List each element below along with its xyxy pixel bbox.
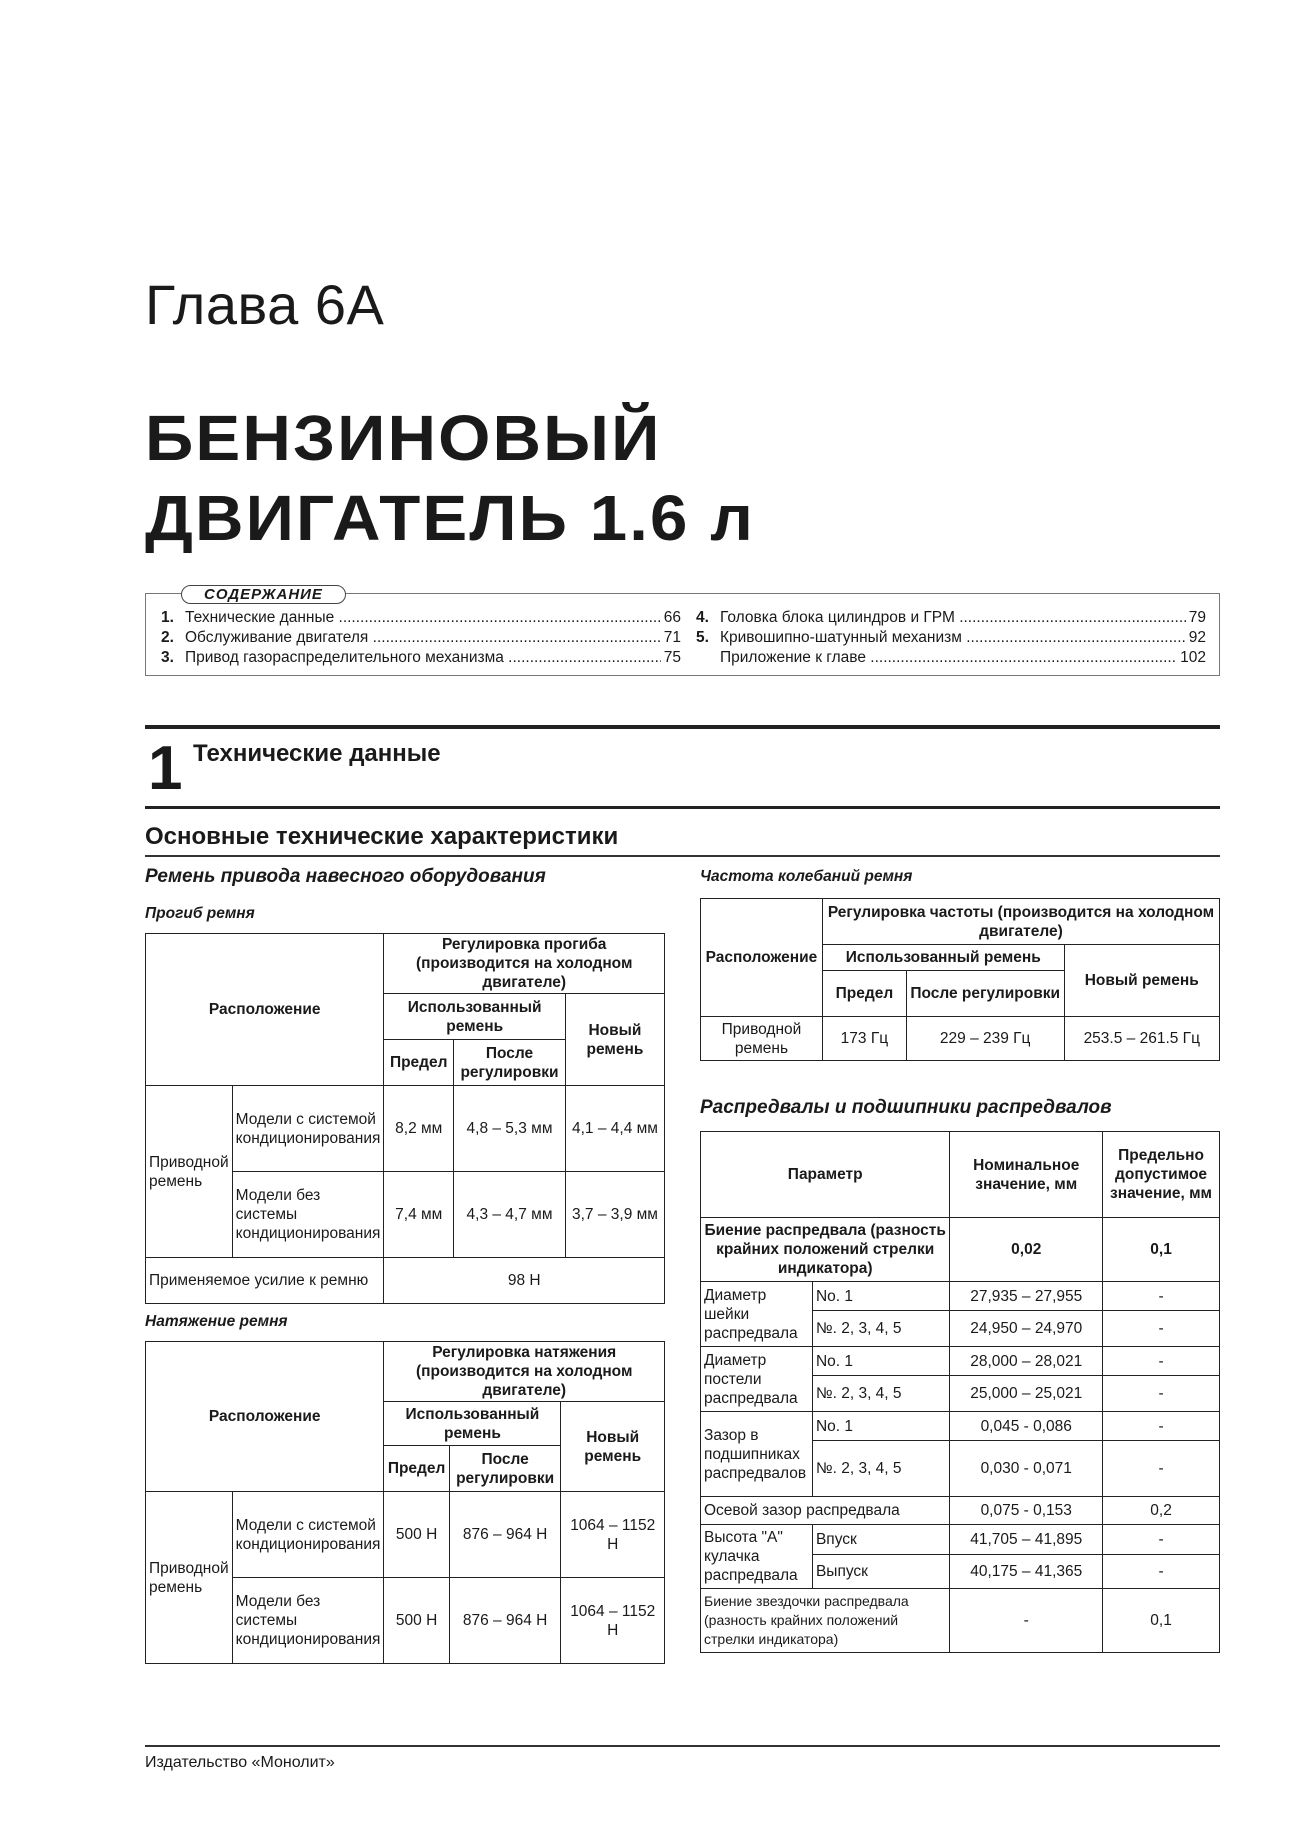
table-header-cell: После регулировки (449, 1446, 561, 1492)
table-cell: 0,1 (1103, 1589, 1220, 1653)
table-cell: Биение распредвала (разность крайних положений стрелки индикатора) (701, 1218, 950, 1282)
table-cell: 0,02 (950, 1218, 1103, 1282)
table-cell: - (1103, 1555, 1220, 1589)
toc-page: 71 (663, 629, 681, 646)
toc-page: 102 (1180, 649, 1206, 666)
page-title: БЕНЗИНОВЫЙ ДВИГАТЕЛЬ 1.6 л (145, 402, 756, 554)
toc-text: Технические данные ..... (185, 608, 661, 628)
table-cell: Модели без системы кондиционирования (232, 1578, 384, 1664)
toc-num (696, 648, 720, 668)
table-cell: Приводной ремень (146, 1086, 233, 1258)
toc-text: Привод газораспределительного механизма ..... (185, 648, 661, 668)
table-cell: 25,000 – 25,021 (950, 1376, 1103, 1412)
table-row (701, 1412, 1220, 1441)
table-cell: 7,4 мм (384, 1172, 454, 1258)
table-header-cell: Предел (822, 971, 906, 1017)
section-rule (145, 725, 1220, 729)
table-cell: 500 Н (384, 1578, 449, 1664)
table-cell: Зазор в подшипниках распредвалов (701, 1412, 813, 1497)
table-cell: №. 2, 3, 4, 5 (812, 1376, 949, 1412)
table-cell: - (1103, 1282, 1220, 1311)
toc-num: 2. (161, 629, 174, 646)
toc-item[interactable] (161, 608, 681, 628)
table-cell: 24,950 – 24,970 (950, 1311, 1103, 1347)
table-cell: - (950, 1589, 1103, 1653)
toc-text: Приложение к главе ..... (720, 648, 1177, 668)
table-cell: 27,935 – 27,955 (950, 1282, 1103, 1311)
toc-label: СОДЕРЖАНИЕ (181, 585, 346, 604)
table-cell: 229 – 239 Гц (906, 1017, 1064, 1061)
toc-right-column (696, 608, 1206, 668)
table-row (146, 1492, 665, 1578)
table-cell: 500 Н (384, 1492, 449, 1578)
table-cell: 1064 – 1152 Н (561, 1578, 665, 1664)
table-cell: 4,1 – 4,4 мм (565, 1086, 664, 1172)
table-cell: 28,000 – 28,021 (950, 1347, 1103, 1376)
table-cell: Осевой зазор распредвала (701, 1497, 950, 1525)
table-row (701, 1525, 1220, 1555)
table-header-cell: Использованный ремень (384, 1402, 561, 1446)
table-cell: 1064 – 1152 Н (561, 1492, 665, 1578)
toc-page: 79 (1188, 609, 1206, 626)
table-cell: - (1103, 1441, 1220, 1497)
table-cell: Диаметр постели распредвала (701, 1347, 813, 1412)
toc-item[interactable] (161, 628, 681, 648)
table-row (701, 1282, 1220, 1311)
table-cell: 3,7 – 3,9 мм (565, 1172, 664, 1258)
table-cell: 41,705 – 41,895 (950, 1525, 1103, 1555)
section-rule-bottom (145, 806, 1220, 809)
table-header-cell: Использованный ремень (384, 994, 566, 1040)
table-row (701, 1589, 1220, 1653)
table-row (701, 1497, 1220, 1525)
table-header-cell: Расположение (146, 934, 384, 1086)
table-cell: Диаметр шейки распредвала (701, 1282, 813, 1347)
table-header-cell: Регулировка натяжения (производится на холодном двигателе) (384, 1342, 665, 1402)
table-cell: 0,045 - 0,086 (950, 1412, 1103, 1441)
tension-table (145, 1341, 665, 1664)
table-cell: 4,8 – 5,3 мм (454, 1086, 566, 1172)
belt-heading: Ремень привода навесного оборудования (145, 866, 546, 887)
table-header-cell: Номинальное значение, мм (950, 1132, 1103, 1218)
table-cell: 0,030 - 0,071 (950, 1441, 1103, 1497)
table-cell: - (1103, 1347, 1220, 1376)
table-cell: 0,075 - 0,153 (950, 1497, 1103, 1525)
table-cell: - (1103, 1376, 1220, 1412)
table-cell: 8,2 мм (384, 1086, 454, 1172)
toc-left-column (161, 608, 681, 668)
table-cell: №. 2, 3, 4, 5 (812, 1441, 949, 1497)
table-cell: No. 1 (812, 1412, 949, 1441)
table-header-cell: Расположение (146, 1342, 384, 1492)
table-cell: 876 – 964 Н (449, 1492, 561, 1578)
footer-publisher: Издательство «Монолит» (145, 1754, 335, 1771)
table-cell: Модели без системы кондиционирования (232, 1172, 384, 1258)
subheading: Основные технические характеристики (145, 823, 619, 850)
table-cell: - (1103, 1412, 1220, 1441)
deflection-table (145, 933, 665, 1304)
toc-page: 92 (1188, 629, 1206, 646)
toc-item[interactable] (696, 628, 1206, 648)
table-cell: 0,1 (1103, 1218, 1220, 1282)
frequency-caption: Частота колебаний ремня (700, 868, 913, 885)
table-cell: Биение звездочки распредвала (разность крайних положений стрелки индикатора) (701, 1589, 950, 1653)
tension-caption: Натяжение ремня (145, 1313, 288, 1330)
table-cell: Впуск (812, 1525, 949, 1555)
table-header-cell: Расположение (701, 899, 823, 1017)
table-cell: - (1103, 1311, 1220, 1347)
table-row (146, 1086, 665, 1172)
table-cell: №. 2, 3, 4, 5 (812, 1311, 949, 1347)
table-header-cell: Предел (384, 1040, 454, 1086)
table-cell: 876 – 964 Н (449, 1578, 561, 1664)
table-header-cell: После регулировки (454, 1040, 566, 1086)
toc-num: 4. (696, 609, 709, 626)
table-cell: 173 Гц (822, 1017, 906, 1061)
table-row (701, 1017, 1220, 1061)
table-cell: 40,175 – 41,365 (950, 1555, 1103, 1589)
table-cell: Приводной ремень (701, 1017, 823, 1061)
table-cell: 98 Н (384, 1258, 665, 1304)
table-header-cell: Предельно допустимое значение, мм (1103, 1132, 1220, 1218)
table-cell: Применяемое усилие к ремню (146, 1258, 384, 1304)
frequency-table (700, 898, 1220, 1061)
subheading-rule (145, 855, 1220, 857)
table-cell: - (1103, 1525, 1220, 1555)
table-header-cell: Новый ремень (1064, 945, 1219, 1017)
table-header-cell: Регулировка частоты (производится на холодном двигателе) (822, 899, 1219, 945)
toc-text: Кривошипно-шатунный механизм ..... (720, 628, 1186, 648)
table-header-cell: Параметр (701, 1132, 950, 1218)
toc-page: 66 (663, 609, 681, 626)
table-cell: No. 1 (812, 1347, 949, 1376)
section-number: 1 (148, 734, 183, 803)
table-cell: 253.5 – 261.5 Гц (1064, 1017, 1219, 1061)
toc-num: 5. (696, 629, 709, 646)
table-header-cell: Предел (384, 1446, 449, 1492)
table-of-contents (145, 586, 1220, 676)
table-header-cell: Новый ремень (561, 1402, 665, 1492)
toc-item[interactable] (696, 608, 1206, 628)
table-cell: Приводной ремень (146, 1492, 233, 1664)
table-row (146, 1258, 665, 1304)
table-header-cell: После регулировки (906, 971, 1064, 1017)
toc-page: 75 (663, 649, 681, 666)
table-cell: No. 1 (812, 1282, 949, 1311)
section-title: Технические данные (193, 740, 441, 767)
table-cell: Модели с системой кондиционирования (232, 1086, 384, 1172)
table-cell: 4,3 – 4,7 мм (454, 1172, 566, 1258)
camshafts-table (700, 1131, 1220, 1653)
toc-item[interactable] (696, 648, 1206, 668)
table-header-cell: Использованный ремень (822, 945, 1064, 971)
table-header-cell: Новый ремень (565, 994, 664, 1086)
chapter-label: Глава 6А (145, 273, 385, 336)
toc-text: Головка блока цилиндров и ГРМ ..... (720, 608, 1186, 628)
table-cell: 0,2 (1103, 1497, 1220, 1525)
toc-num: 1. (161, 609, 174, 626)
footer-rule (145, 1745, 1220, 1747)
table-cell: Модели с системой кондиционирования (232, 1492, 384, 1578)
deflection-caption: Прогиб ремня (145, 905, 255, 922)
toc-num: 3. (161, 649, 174, 666)
table-header-cell: Регулировка прогиба (производится на холодном двигателе) (384, 934, 665, 994)
table-cell: Высота "А" кулачка распредвала (701, 1525, 813, 1589)
table-cell: Выпуск (812, 1555, 949, 1589)
table-row (701, 1347, 1220, 1376)
toc-item[interactable] (161, 648, 681, 668)
table-row (701, 1218, 1220, 1282)
camshafts-heading: Распредвалы и подшипники распредвалов (700, 1097, 1112, 1118)
toc-text: Обслуживание двигателя ..... (185, 628, 661, 648)
